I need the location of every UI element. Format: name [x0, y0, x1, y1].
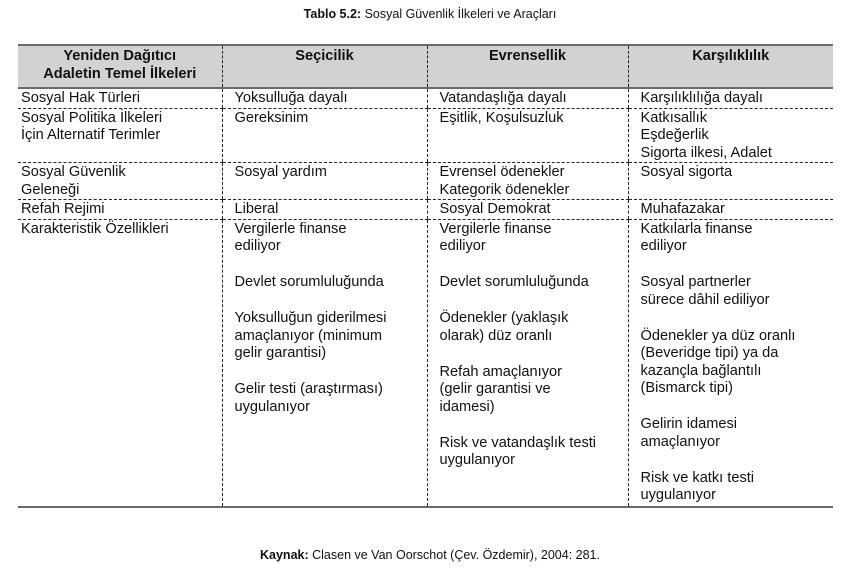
table-source — [0, 548, 860, 562]
social-security-principles-table — [18, 44, 833, 508]
cell-line: Ödenekler (yaklaşık — [439, 310, 569, 326]
cell-line: ediliyor — [234, 238, 281, 254]
cell-line: Sosyal Demokrat — [439, 201, 551, 217]
cell-line: Gelirin idamesi — [640, 416, 738, 432]
row-label-line: Sosyal Hak Türleri — [21, 90, 140, 106]
paragraph-gap — [641, 309, 830, 328]
paragraph-gap — [235, 363, 423, 382]
cell-line: Gereksinim — [234, 109, 309, 126]
paragraph-gap — [440, 345, 624, 364]
cell-line: idamesi) — [439, 398, 495, 415]
row-label-cell — [18, 88, 222, 108]
paragraph-gap — [440, 256, 624, 275]
cell-selectivity — [222, 163, 427, 200]
cell-line: Liberal — [234, 201, 279, 217]
cell-line: Evrensel ödenekler — [439, 164, 565, 180]
row-label-line: Geleneği — [21, 181, 80, 198]
cell-universality — [427, 219, 628, 507]
header-row — [18, 45, 833, 88]
cell-line: Vergilerle finanse — [234, 220, 347, 237]
cell-line: Katkısallık — [640, 109, 708, 126]
table-caption — [0, 7, 860, 21]
cell-reciprocity — [628, 219, 833, 507]
row-social-rights — [18, 88, 833, 108]
paragraph-gap — [641, 398, 830, 417]
cell-selectivity — [222, 219, 427, 507]
caption-label: Tablo 5.2: — [303, 7, 362, 21]
cell-universality — [427, 163, 628, 200]
cell-line: Kategorik ödenekler — [439, 181, 570, 198]
paragraph-gap — [235, 292, 423, 311]
paragraph-gap — [440, 416, 624, 435]
cell-line: kazançla bağlantılı — [640, 362, 762, 379]
header-reciprocity — [628, 45, 833, 88]
cell-line: Yoksulluğa dayalı — [234, 90, 348, 106]
cell-universality — [427, 108, 628, 163]
cell-selectivity — [222, 108, 427, 163]
row-characteristics — [18, 219, 833, 507]
cell-reciprocity — [628, 108, 833, 163]
cell-line: uygulanıyor — [439, 452, 515, 468]
paragraph-gap — [440, 292, 624, 311]
cell-line: amaçlanıyor (minimum — [234, 327, 383, 344]
cell-line: Vatandaşlığa dayalı — [439, 90, 567, 106]
header-selectivity — [222, 45, 427, 88]
cell-line: gelir garantisi) — [234, 345, 327, 361]
row-label-cell — [18, 108, 222, 163]
row-label-line: Sosyal Politika İlkeleri — [21, 109, 163, 126]
row-label-line: Sosyal Güvenlik — [21, 164, 126, 180]
cell-line: (gelir garantisi ve — [439, 381, 551, 397]
cell-line: Katkılarla finanse — [640, 220, 753, 237]
cell-reciprocity — [628, 200, 833, 220]
row-label-cell — [18, 200, 222, 220]
row-social-security-tradition — [18, 163, 833, 200]
cell-reciprocity — [628, 88, 833, 108]
cell-line: (Beveridge tipi) ya da — [640, 345, 779, 361]
header-principles — [18, 45, 222, 88]
cell-line: Sosyal partnerler — [640, 274, 751, 290]
cell-universality — [427, 200, 628, 220]
header-line: Yeniden Dağıtıcı — [63, 48, 177, 64]
cell-line: Risk ve katkı testi — [640, 469, 755, 486]
paragraph-gap — [641, 256, 830, 275]
cell-line: sürece dâhil ediliyor — [640, 291, 770, 308]
cell-line: Refah amaçlanıyor — [439, 363, 562, 380]
cell-line: Eşitlik, Koşulsuzluk — [439, 109, 564, 126]
cell-line: olarak) düz oranlı — [439, 327, 553, 344]
header-line: Adaletin Temel İlkeleri — [43, 66, 197, 82]
cell-line: ediliyor — [439, 238, 486, 254]
paragraph-gap — [641, 451, 830, 470]
cell-line: Karşılıklılığa dayalı — [640, 90, 763, 106]
cell-line: Devlet sorumluluğunda — [439, 274, 589, 290]
source-text: Clasen ve Van Oorschot (Çev. Özdemir), 2004: 281. — [312, 548, 600, 562]
cell-reciprocity — [628, 163, 833, 200]
cell-line: amaçlanıyor — [640, 433, 720, 450]
row-label-cell — [18, 219, 222, 507]
header-line: Seçicilik — [295, 48, 354, 64]
cell-line: Sigorta ilkesi, Adalet — [640, 144, 772, 161]
cell-line: Muhafazakar — [640, 201, 725, 217]
cell-line: uygulanıyor — [640, 487, 716, 503]
row-label-line: Karakteristik Özellikleri — [21, 220, 169, 237]
cell-selectivity — [222, 200, 427, 220]
cell-line: Risk ve vatandaşlık testi — [439, 434, 597, 451]
cell-selectivity — [222, 88, 427, 108]
cell-line: Gelir testi (araştırması) — [234, 381, 383, 397]
row-welfare-regime — [18, 200, 833, 220]
cell-line: uygulanıyor — [234, 398, 310, 415]
cell-line: Eşdeğerlik — [640, 127, 709, 143]
cell-line: Devlet sorumluluğunda — [234, 274, 384, 290]
row-label-line: Refah Rejimi — [21, 201, 105, 217]
source-label: Kaynak: — [260, 548, 309, 562]
header-line: Evrensellik — [488, 48, 567, 64]
cell-line: Ödenekler ya düz oranlı — [640, 327, 796, 344]
header-line: Karşılıklılık — [692, 48, 770, 64]
row-label-line: İçin Alternatif Terimler — [21, 127, 161, 143]
cell-line: ediliyor — [640, 238, 687, 254]
caption-title: Sosyal Güvenlik İlkeleri ve Araçları — [364, 7, 557, 21]
paragraph-gap — [235, 256, 423, 275]
cell-line: Sosyal sigorta — [640, 164, 733, 180]
cell-universality — [427, 88, 628, 108]
row-label-cell — [18, 163, 222, 200]
cell-line: Sosyal yardım — [234, 164, 327, 180]
cell-line: Vergilerle finanse — [439, 220, 552, 237]
cell-line: Yoksulluğun giderilmesi — [234, 310, 387, 326]
cell-line: (Bismarck tipi) — [640, 380, 733, 396]
row-alternative-terms — [18, 108, 833, 163]
header-universality — [427, 45, 628, 88]
